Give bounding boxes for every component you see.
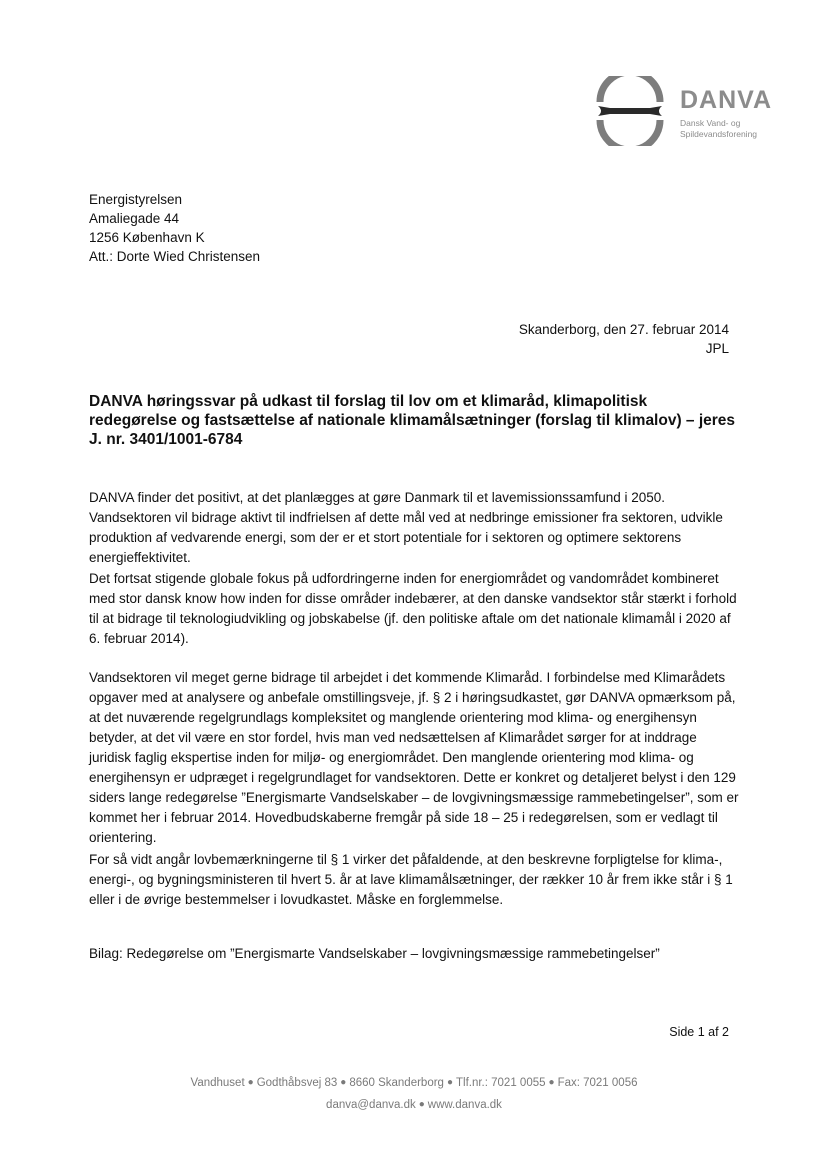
recipient-line: Att.: Dorte Wied Christensen [89,249,261,264]
bullet-icon: ● [247,1077,254,1088]
footer-line-2 [0,1094,828,1116]
bullet-icon: ● [418,1099,425,1110]
footer-phone: Tlf.nr.: 7021 0055 [456,1077,546,1089]
danva-logo-icon [590,76,670,146]
danva-logo [590,76,780,146]
logo-name: DANVA [680,86,773,114]
attachment-note: Bilag: Redegørelse om ”Energismarte Vandselskaber – lovgivningsmæssige rammebetingelser” [89,946,660,961]
recipient-line: Amaliegade 44 [89,211,180,226]
recipient-address [89,190,260,266]
footer-city: 8660 Skanderborg [349,1077,444,1089]
paragraph: Vandsektoren vil meget gerne bidrage til arbejdet i det kommende Klimaråd. I forbindelse med Klimarådets opgaver med at analysere og anbefale omstillingsveje, jf. § 2 i høringsudkastet, gør DANVA opmærksom på, at det nuværende regelgrundlags kompleksitet og manglende orientering mod klima- og energihensyn betyder, at det vil være en stor fordel, hvis man ved nedsættelsen af Klimarådet sørger for at inddrage juridisk faglig ekspertise inden for miljø- og energiområdet. Den manglende orientering mod klima- og energihensyn er udpræget i regelgrundlaget for vandsektoren. Dette er konkret og detaljeret belyst i den 129 siders lange redegørelse ”Energismarte Vandselskaber – de lovgivningsmæssige rammebetingelser”, som er kommet her i februar 2014. Hovedbudskaberne fremgår på side 18 – 25 i redegørelsen, som er vedlagt til orientering. [89,670,739,845]
initials: JPL [705,341,729,356]
footer [0,1072,828,1116]
recipient-line: 1256 København K [89,230,205,245]
subject-heading: DANVA høringssvar på udkast til forslag til lov om et klimaråd, klimapolitisk redegørelse og fastsættelse af nationale klimamålsætninger (forslag til klimalov) – jeres J. nr. 3401/1001-6784 [89,393,736,448]
logo-subtitle [680,118,757,140]
footer-street: Godthåbsvej 83 [256,1077,338,1089]
bullet-icon: ● [340,1077,347,1088]
paragraph: Det fortsat stigende globale fokus på udfordringerne inden for energiområdet og vandområdet kombineret med stor dansk know how inden for disse områder indebærer, at den danske vandsektor står stærkt i forhold til at bidrage til teknologiudvikling og jobskabelse (jf. den politiske aftale om det nationale klimamål i 2020 af 6. februar 2014). [89,571,737,646]
footer-line-1 [0,1072,828,1094]
footer-org: Vandhuset [190,1077,245,1089]
recipient-line: Energistyrelsen [89,192,183,207]
footer-email: danva@danva.dk [326,1099,416,1111]
footer-web: www.danva.dk [427,1099,502,1111]
page-number: Side 1 af 2 [669,1025,729,1039]
bullet-icon: ● [446,1077,453,1088]
logo-subtitle-line2: Spildevandsforening [680,129,758,139]
place-date: Skanderborg, den 27. februar 2014 [518,322,729,337]
bullet-icon: ● [548,1077,555,1088]
paragraph: DANVA finder det positivt, at det planlægges at gøre Danmark til et lavemissionssamfund i 2050. Vandsektoren vil bidrage aktivt til indfrielsen af dette mål ved at nedbringe emissioner fra sektoren, udvikle produktion af vedvarende energi, som der er et stort potentiale for i sektoren og optimere sektorens energieffektivitet. [89,490,723,565]
date-block [519,320,729,358]
paragraph: For så vidt angår lovbemærkningerne til § 1 virker det påfaldende, at den beskrevne forpligtelse for klima-, energi-, og bygningsministeren til hvert 5. år at lave klimamålsætninger, der rækker 10 år frem ikke står i § 1 eller i de øvrige bestemmelser i lovudkastet. Måske en forglemmelse. [89,852,733,907]
footer-fax: Fax: 7021 0056 [557,1077,638,1089]
logo-subtitle-line1: Dansk Vand- og [680,118,741,128]
